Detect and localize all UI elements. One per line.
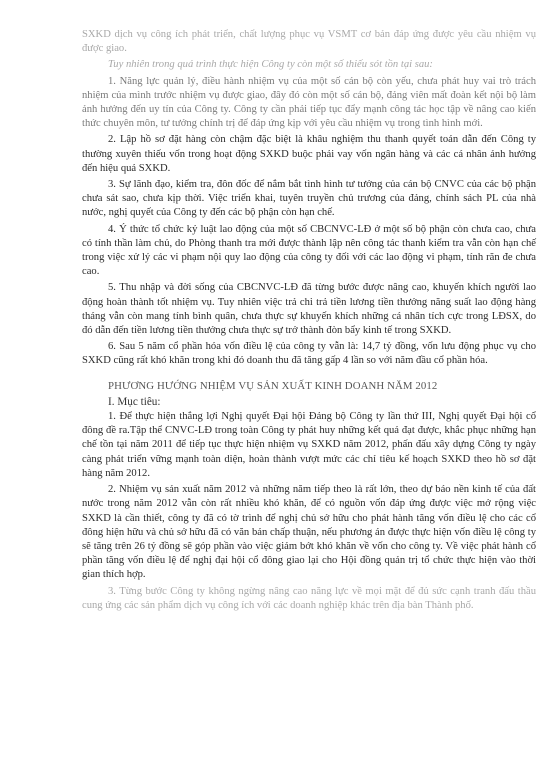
objectives-title: I. Mục tiêu: <box>108 395 161 408</box>
objective-item-1: 1. Để thực hiện thắng lợi Nghị quyết Đại hội Đảng bộ Công ty lần thứ III, Nghị quyết Đại hội cổ đông đề ra.Tập thể CNVC-LĐ trong toàn Công ty phát huy những kết quả đạt được, khắc phục những hạn chế tồn tại năm 2011 để tiếp tục thực hiện nhiệm vụ SXKD năm 2012, phấn đấu xây dựng Công ty ngày càng phát triển vững mạnh toàn diện, hoàn thành vượt mức các chỉ tiêu kế hoạch SXKD theo hồ sơ đặt hàng năm 2012. <box>82 411 536 479</box>
limitation-item-6: 6. Sau 5 năm cổ phần hóa vốn điều lệ của công ty vẫn là: 14,7 tỷ đồng, vốn lưu động phục vụ cho SXKD cũng rất khó khăn trong khi đó doanh thu đã tăng gấp 4 lần so với năm đầu cổ phần hóa. <box>82 341 536 367</box>
intro-paragraph: SXKD dịch vụ công ích phát triển, chất lượng phục vụ VSMT cơ bản đáp ứng được yêu cầu nhiệm vụ được giao. <box>82 29 536 55</box>
limitation-item-4: 4. Ý thức tổ chức kỷ luật lao động của một số CBCNVC-LĐ ở một số bộ phận còn chưa cao, chưa có tính thần làm chủ, do Phòng thanh tra mới được thành lập nên công tác thanh kiểm tra vẫn còn hạn chế trong việc xử lý các vi phạm nội quy lao động của công ty đối với các lao động vi phạm, tính răn đe chưa cao. <box>82 223 536 278</box>
limitation-item-1: 1. Năng lực quản lý, điều hành nhiệm vụ của một số cán bộ còn yếu, chưa phát huy vai trò trách nhiệm của mình trước nhiệm vụ được giao, đây đó còn một số cán bộ, đảng viên mất đoàn kết nội bộ làm ảnh hưởng đến uy tín của Công ty. Công ty cần phải tiếp tục đẩy mạnh công tác học tập về nâng cao kiến thức chuyên môn, tư tưởng chính trị để đáp ứng kịp với yêu cầu nhiệm vụ trong tình hình mới. <box>82 75 536 130</box>
limitation-item-3: 3. Sự lãnh đạo, kiểm tra, đôn đốc để nắm bắt tình hình tư tưởng của cán bộ CNVC của các bộ phận chưa sát sao, chưa kịp thời. Việc triển khai, tuyên truyền chủ trương của đảng, chính sách PL của nhà nước, nghị quyết của Công ty đến các bộ phận còn hạn chế. <box>82 179 536 219</box>
limitation-item-2: 2. Lập hồ sơ đặt hàng còn chậm đặc biệt là khâu nghiệm thu thanh quyết toán dẫn đến Công ty thường xuyên thiếu vốn trong hoạt động SXKD buộc phải vay vốn ngân hàng và các cá nhân ảnh hưởng đến hiệu quả SXKD. <box>82 134 536 174</box>
objective-item-2: 2. Nhiệm vụ sản xuất năm 2012 và những năm tiếp theo là rất lớn, theo dự báo nền kinh tế của đất nước trong năm 2012 vẫn còn rất nhiều khó khăn, để có nguồn vốn đáp ứng được việc mở rộng việc SXKD là cần thiết, công ty đã có tờ trình để nghị chủ sở hữu cho phát hành tăng vốn điều lệ cho các cổ đông hiện hữu và chủ sở hữu đã có văn bản chấp thuận, nếu phương án được thực hiện vốn điều lệ công ty sẽ tăng trên 26 tỷ đồng sẽ góp phần vào việc giảm bớt khó khăn về vốn cho công ty. Về việc phát hành cổ phần tăng vốn điều lệ để nghị đại hội cổ đông giao lại cho Hội đồng quản trị tổ chức thực hiện vào thời gian thích hợp. <box>82 484 536 581</box>
limitation-item-5: 5. Thu nhập và đời sống của CBCNVC-LĐ đã từng bước được nâng cao, khuyến khích người lao động hoàn thành tốt nhiệm vụ. Tuy nhiên việc trả chi trả tiền lương tiền thưởng năng suất lao động hàng tháng vẫn còn mang tính bình quân, chưa thực sự khuyến khích những cá nhân tích cực trong LĐSX, do đó dẫn đến tiền lương tiền thưởng chưa thực sự trở thành đòn bẩy kinh tế trong SXKD. <box>82 282 536 337</box>
limitations-heading: Tuy nhiên trong quá trình thực hiện Công ty còn một số thiếu sót tồn tại sau: <box>108 59 433 71</box>
section-title: PHƯƠNG HƯỚNG NHIỆM VỤ SẢN XUẤT KINH DOANH NĂM 2012 <box>108 379 438 392</box>
objective-item-3: 3. Từng bước Công ty không ngừng nâng cao năng lực về mọi mặt để đủ sức cạnh tranh đấu thầu cung ứng các sản phẩm dịch vụ công ích với các doanh nghiệp khác trên địa bàn Thành phố. <box>82 585 536 611</box>
